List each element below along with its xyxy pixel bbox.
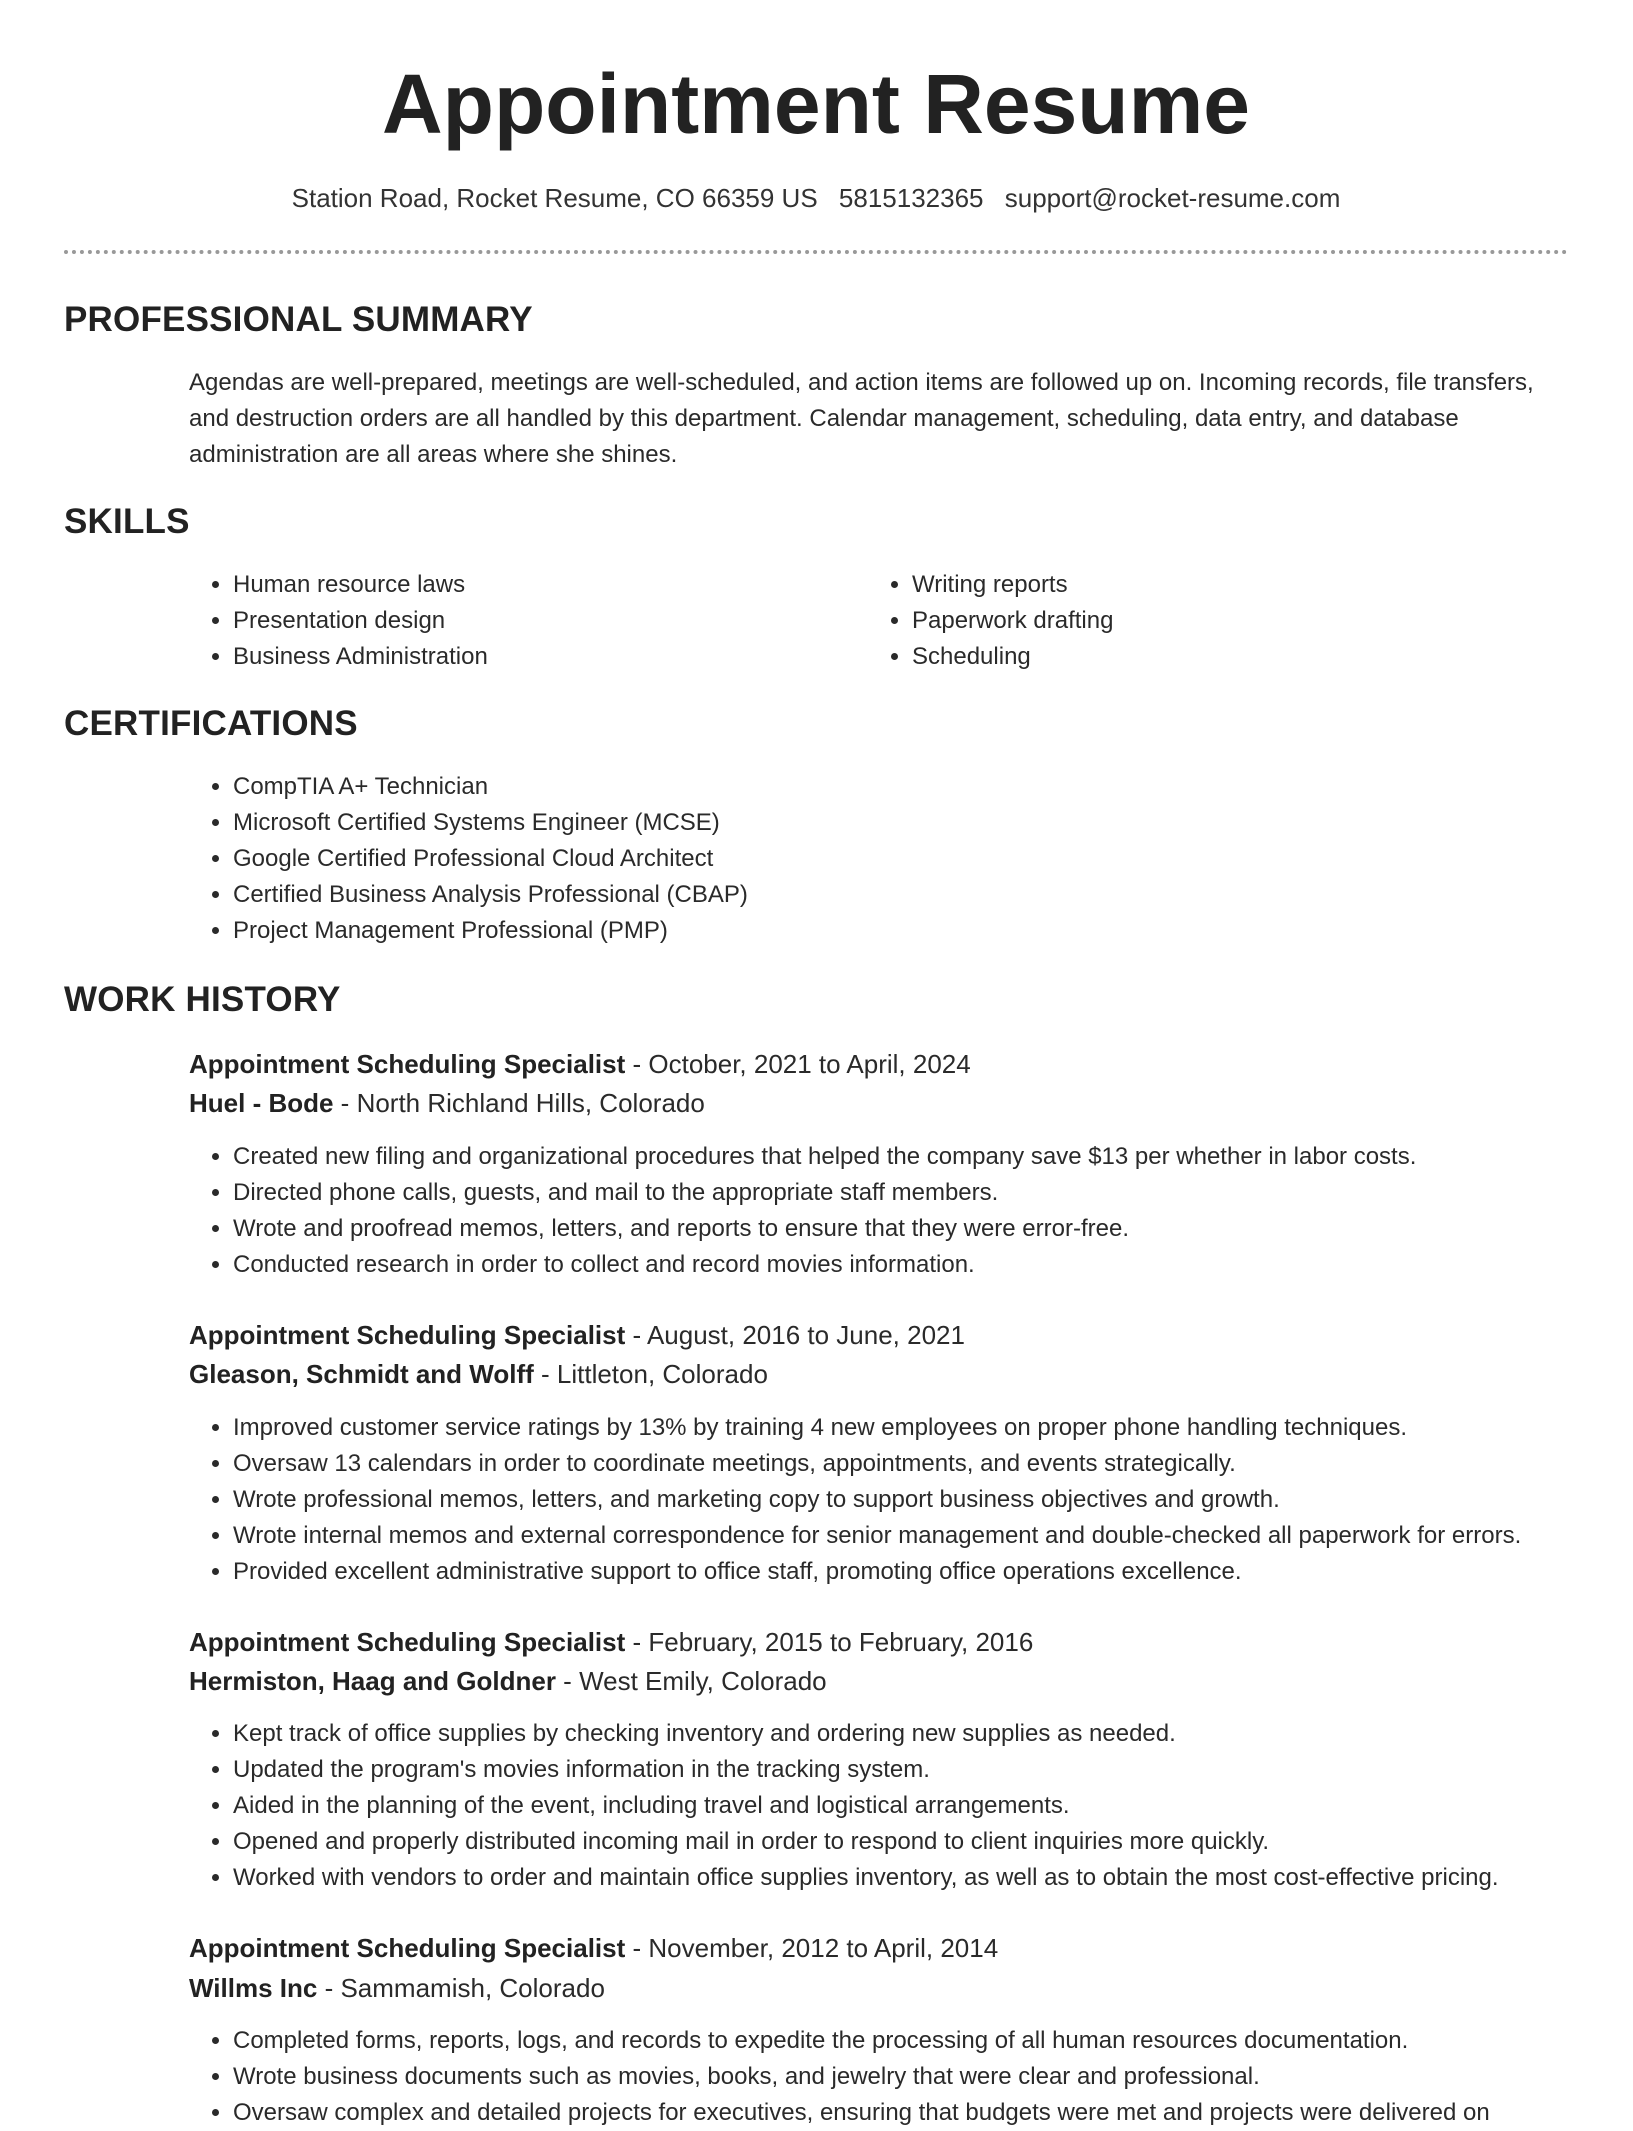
job-bullets [189,1139,1633,1283]
resume-name: Appointment Resume [381,57,1251,151]
job-separator: - [333,1088,357,1118]
skill-item: • Scheduling [912,639,1512,675]
skill-item: • Business Administration [233,639,833,675]
contact-phone: 5815132365 [838,183,984,213]
job-bullet: • Completed forms, reports, logs, and records to expedite the processing of all human resources documentation. [233,2023,1633,2059]
job-company-line [189,1085,705,1121]
skill-item: • Paperwork drafting [912,603,1512,639]
job-bullet: • Created new filing and organizational procedures that helped the company save $13 per whether in labor costs. [233,1139,1633,1175]
skills-heading: SKILLS [64,502,190,541]
job-dates: February, 2015 to February, 2016 [648,1627,1034,1657]
job-bullets [189,2023,1633,2131]
job-location: West Emily, Colorado [579,1666,827,1696]
summary-heading: PROFESSIONAL SUMMARY [64,300,533,339]
job-title-line [189,1046,971,1082]
job-company: Gleason, Schmidt and Wolff [189,1359,534,1389]
job-bullet: • Kept track of office supplies by checking inventory and ordering new supplies as needed. [233,1716,1633,1752]
job-bullet: • Worked with vendors to order and maintain office supplies inventory, as well as to obtain the most cost-effective pricing. [233,1860,1633,1896]
header-divider [64,250,1568,254]
job-dates: October, 2021 to April, 2024 [648,1049,971,1079]
job-bullet: • Aided in the planning of the event, including travel and logistical arrangements. [233,1788,1633,1824]
job-separator: - [625,1933,649,1963]
skill-item: • Presentation design [233,603,833,639]
certifications-list [189,769,1433,949]
job-bullet: • Oversaw 13 calendars in order to coordinate meetings, appointments, and events strategically. [233,1446,1633,1482]
job-location: Littleton, Colorado [556,1359,768,1389]
job-company-line [189,1970,605,2006]
job-bullet: • Oversaw complex and detailed projects for executives, ensuring that budgets were met and projects were delivered on [233,2095,1633,2131]
skills-list-left [189,567,833,675]
job-bullet: • Improved customer service ratings by 13% by training 4 new employees on proper phone handling techniques. [233,1410,1633,1446]
job-title-line [189,1624,1033,1660]
certification-item: • Project Management Professional (PMP) [233,913,1433,949]
job-bullet: • Updated the program's movies information in the tracking system. [233,1752,1633,1788]
skill-item: • Writing reports [912,567,1512,603]
contact-address: Station Road, Rocket Resume, CO 66359 US [291,183,818,213]
job-separator: - [625,1049,649,1079]
job-company: Willms Inc [189,1973,318,2003]
job-title: Appointment Scheduling Specialist [189,1627,626,1657]
certification-item: • Google Certified Professional Cloud Architect [233,841,1433,877]
job-company-line [189,1356,768,1392]
job-dates: November, 2012 to April, 2014 [648,1933,999,1963]
skills-list-right [868,567,1512,675]
job-company: Hermiston, Haag and Goldner [189,1666,556,1696]
job-title-line [189,1317,965,1353]
job-bullets [189,1716,1633,1896]
job-bullet: • Directed phone calls, guests, and mail to the appropriate staff members. [233,1175,1633,1211]
job-bullets [189,1410,1633,1590]
job-title: Appointment Scheduling Specialist [189,1933,626,1963]
job-bullet: • Provided excellent administrative support to office staff, promoting office operations excellence. [233,1554,1633,1590]
certification-item: • Certified Business Analysis Professional (CBAP) [233,877,1433,913]
job-bullet: • Conducted research in order to collect and record movies information. [233,1247,1633,1283]
job-bullet: • Wrote professional memos, letters, and marketing copy to support business objectives and growth. [233,1482,1633,1518]
job-bullet: • Wrote business documents such as movies, books, and jewelry that were clear and professional. [233,2059,1633,2095]
job-separator: - [317,1973,341,2003]
job-bullet: • Wrote and proofread memos, letters, and reports to ensure that they were error-free. [233,1211,1633,1247]
job-title: Appointment Scheduling Specialist [189,1049,626,1079]
certification-item: • Microsoft Certified Systems Engineer (MCSE) [233,805,1433,841]
skill-item: • Human resource laws [233,567,833,603]
job-separator: - [533,1359,557,1389]
job-location: North Richland Hills, Colorado [356,1088,705,1118]
job-bullet: • Opened and properly distributed incoming mail in order to respond to client inquiries more quickly. [233,1824,1633,1860]
job-title-line [189,1930,998,1966]
job-company: Huel - Bode [189,1088,334,1118]
job-title: Appointment Scheduling Specialist [189,1320,626,1350]
job-separator: - [625,1627,649,1657]
job-dates: August, 2016 to June, 2021 [646,1320,965,1350]
certifications-heading: CERTIFICATIONS [64,704,358,743]
job-separator: - [555,1666,580,1696]
job-bullet: • Wrote internal memos and external correspondence for senior management and double-checked all paperwork for errors. [233,1518,1633,1554]
job-company-line [189,1663,827,1699]
contact-line [0,180,1632,216]
job-location: Sammamish, Colorado [340,1973,605,2003]
contact-email: support@rocket-resume.com [1004,183,1341,213]
work-history-heading: WORK HISTORY [64,980,341,1019]
job-separator: - [625,1320,647,1350]
summary-text: Agendas are well-prepared, meetings are well-scheduled, and action items are followed up on. Incoming records, file transfers, and destruction orders are all handled by this department. Calendar management, scheduling, data entry, and database administration are all areas where she shines. [189,369,1534,468]
certification-item: • CompTIA A+ Technician [233,769,1433,805]
